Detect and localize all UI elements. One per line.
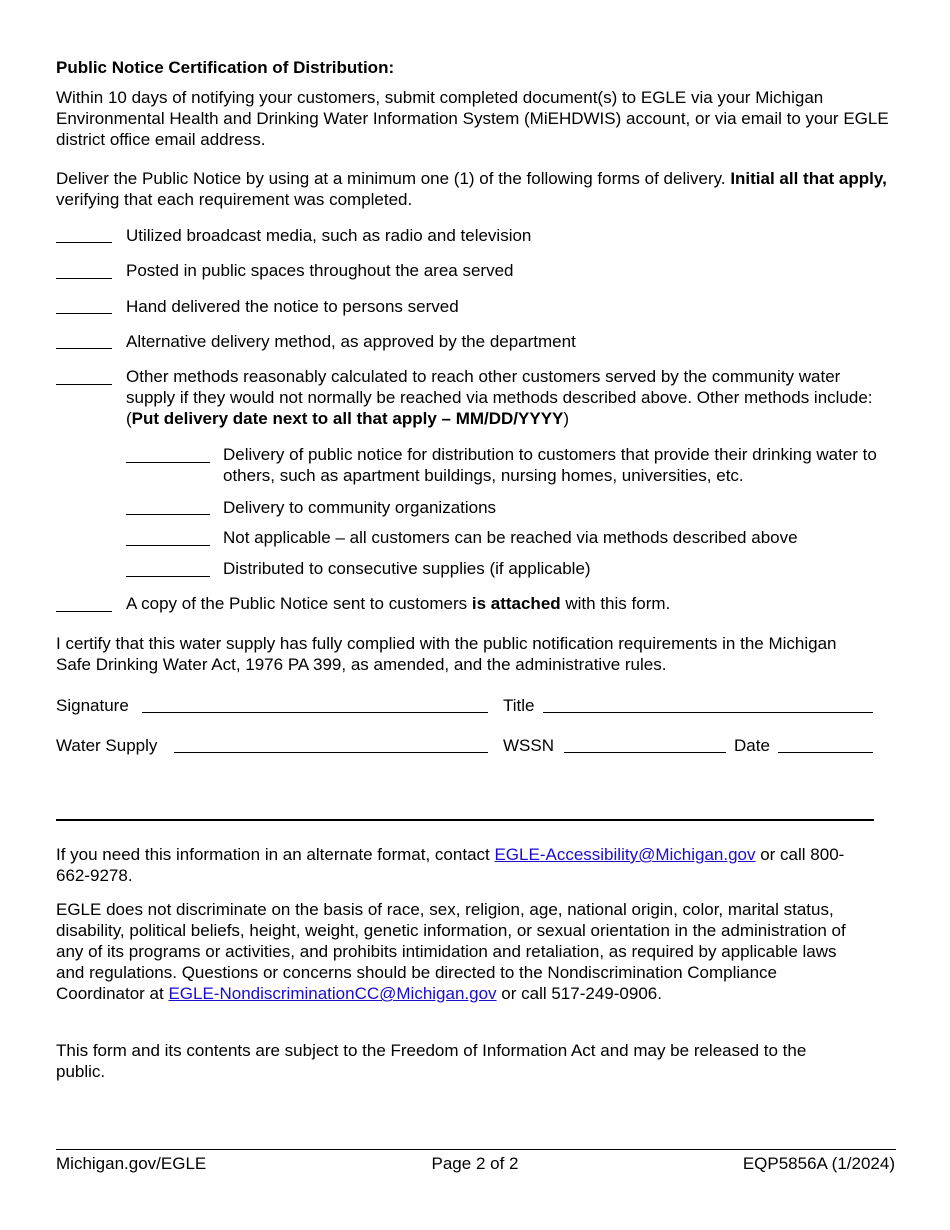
nondiscrimination-email-link[interactable]: EGLE-NondiscriminationCC@Michigan.gov	[168, 984, 497, 1003]
certify-paragraph: I certify that this water supply has fully complied with the public notification requirements in the Michigan Safe Drinking Water Act, 1976 PA 399, as amended, and the administrative rules.	[56, 634, 837, 674]
delivery-bold: Initial all that apply,	[730, 169, 887, 188]
water-supply-field[interactable]	[174, 752, 488, 753]
initial-blank-hand-delivered[interactable]	[56, 313, 112, 314]
method-hand-delivered: Hand delivered the notice to persons served	[126, 297, 459, 316]
sub-method-consecutive: Distributed to consecutive supplies (if applicable)	[223, 559, 591, 578]
section-divider	[56, 819, 874, 821]
footer-rule	[56, 1149, 896, 1150]
initial-blank-alternative[interactable]	[56, 348, 112, 349]
initial-blank-broadcast[interactable]	[56, 242, 112, 243]
nondiscrimination-text: EGLE does not discriminate on the basis of race, sex, religion, age, national origin, color, marital status, disability, political beliefs, height, weight, genetic information, or sexual orientation in the administration of any of its programs or activities, and prohibits intimidation and retaliation, as required by applicable laws and regulations. Questions or concerns should be directed to the Nondiscrimination Compliance Coordinator at	[56, 900, 846, 1003]
copy-bold: is attached	[471, 594, 561, 613]
delivery-text-end: verifying that each requirement was completed.	[56, 190, 413, 209]
wssn-field[interactable]	[564, 752, 726, 753]
other-methods-close: )	[563, 409, 570, 428]
copy-text: A copy of the Public Notice sent to customers	[126, 594, 472, 613]
other-methods-text: Other methods reasonably calculated to reach other customers served by the community water supply if they would not normally be reached via methods described above. Other methods include: (	[126, 367, 873, 428]
method-posted: Posted in public spaces throughout the area served	[126, 261, 514, 280]
date-blank-not-applicable[interactable]	[126, 545, 210, 546]
signature-field[interactable]	[142, 712, 488, 713]
section-heading: Public Notice Certification of Distribution:	[56, 58, 395, 77]
accessibility-text: If you need this information in an alternate format, contact	[56, 845, 495, 864]
date-blank-public-notice[interactable]	[126, 462, 210, 463]
footer-website: Michigan.gov/EGLE	[56, 1154, 207, 1173]
sub-method-public-notice: Delivery of public notice for distribution to customers that provide their drinking water to others, such as apartment buildings, nursing homes, universities, etc.	[223, 445, 877, 485]
intro-paragraph: Within 10 days of notifying your customers, submit completed document(s) to EGLE via your Michigan Environmental Health and Drinking Water Information System (MiEHDWIS) account, or via email to your EGLE district office email address.	[56, 88, 889, 149]
foia-paragraph: This form and its contents are subject to the Freedom of Information Act and may be released to the public.	[56, 1041, 807, 1081]
title-label: Title	[503, 696, 535, 715]
initial-blank-other[interactable]	[56, 384, 112, 385]
initial-blank-posted[interactable]	[56, 278, 112, 279]
method-other	[126, 366, 886, 429]
title-field[interactable]	[543, 712, 873, 713]
date-blank-community[interactable]	[126, 514, 210, 515]
delivery-instructions	[56, 168, 891, 210]
footer-page-number: Page 2 of 2	[431, 1154, 519, 1173]
method-alternative: Alternative delivery method, as approved by the department	[126, 332, 576, 351]
method-broadcast: Utilized broadcast media, such as radio and television	[126, 226, 532, 245]
sub-method-community: Delivery to community organizations	[223, 498, 497, 517]
accessibility-email-link[interactable]: EGLE-Accessibility@Michigan.gov	[494, 845, 756, 864]
nondiscrimination-paragraph	[56, 899, 856, 1004]
date-label: Date	[734, 736, 770, 755]
date-field[interactable]	[778, 752, 873, 753]
wssn-label: WSSN	[503, 736, 554, 755]
water-supply-label: Water Supply	[56, 736, 158, 755]
accessibility-text-end: or call 800-662-9278.	[56, 845, 845, 885]
initial-blank-copy[interactable]	[56, 611, 112, 612]
date-blank-consecutive[interactable]	[126, 576, 210, 577]
copy-attached	[126, 593, 886, 614]
delivery-text: Deliver the Public Notice by using at a minimum one (1) of the following forms of delivery.	[56, 169, 731, 188]
accessibility-paragraph	[56, 844, 856, 886]
sub-method-not-applicable: Not applicable – all customers can be reached via methods described above	[223, 528, 798, 547]
nondiscrimination-text-end: or call 517-249-0906.	[496, 984, 662, 1003]
copy-text-end: with this form.	[560, 594, 671, 613]
other-methods-bold: Put delivery date next to all that apply – MM/DD/YYYY	[131, 409, 564, 428]
signature-label: Signature	[56, 696, 129, 715]
footer-form-id: EQP5856A (1/2024)	[742, 1154, 895, 1173]
